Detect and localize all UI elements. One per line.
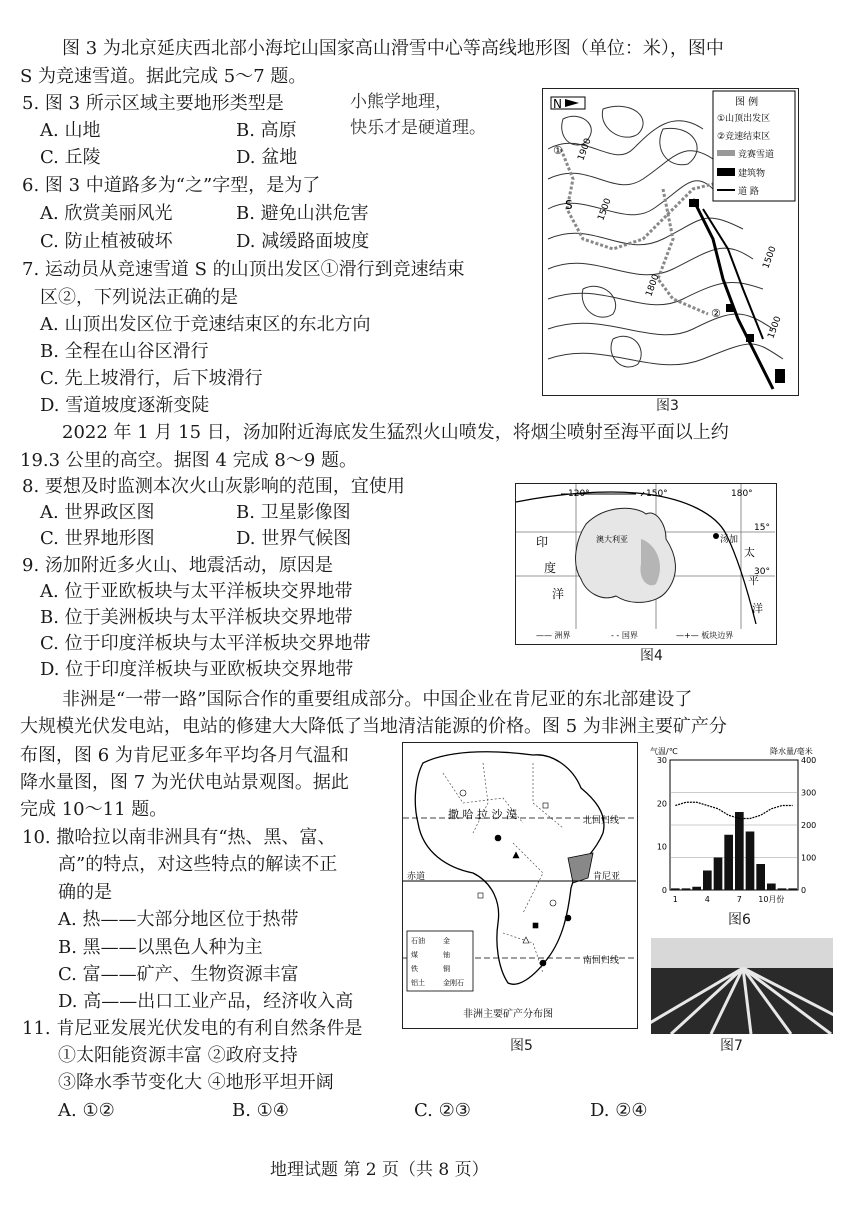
figure-caption: 图4 — [640, 648, 663, 664]
intro-line: 大规模光伏发电站，电站的修建大大降低了当地清洁能源的价格。图 5 为非洲主要矿产分 — [20, 716, 727, 737]
ocean-label: 太 — [744, 546, 755, 559]
north-arrow-icon: N — [553, 97, 562, 111]
option: B. 卫星影像图 — [236, 502, 351, 523]
precipitation-bar — [703, 871, 712, 891]
question-stem: 高”的特点，对这些特点的解读不正 — [58, 854, 338, 875]
option: B. 位于美洲板块与太平洋板块交界地带 — [40, 607, 353, 628]
precipitation-bar — [692, 887, 701, 890]
contour-label: 1800 — [644, 273, 662, 299]
x-tick: 10月份 — [758, 895, 785, 904]
question-stem: 区②，下列说法正确的是 — [40, 287, 238, 308]
option: A. 山地 — [40, 120, 101, 141]
map-title: 非洲主要矿产分布图 — [463, 1009, 553, 1020]
y-right-tick: 0 — [801, 886, 807, 895]
question-stem: 10. 撒哈拉以南非洲具有“热、黑、富、 — [22, 827, 336, 848]
question-stem: 9. 汤加附近多火山、地震活动，原因是 — [22, 555, 333, 576]
legend-item: 铀 — [443, 951, 450, 959]
page-footer: 地理试题 第 2 页（共 8 页） — [270, 1160, 489, 1180]
figure-3-contour-map — [542, 88, 799, 396]
option: A. 山顶出发区位于竞速结束区的东北方向 — [40, 314, 371, 335]
precipitation-bar — [724, 835, 733, 890]
legend-item: ②竞速结束区 — [717, 132, 771, 142]
watermark-text: 快乐才是硬道理。 — [350, 118, 486, 138]
option: B. 避免山洪危害 — [236, 203, 369, 224]
figure-5-africa-map — [402, 742, 638, 1029]
x-tick: 4 — [704, 895, 710, 904]
map-label: 北回归线 — [583, 816, 620, 826]
option: B. 高原 — [236, 120, 297, 141]
contour-label: 1500 — [596, 197, 614, 223]
question-stem: 7. 运动员从竞速雪道 S 的山顶出发区①滑行到竞速结束 — [22, 259, 465, 280]
y-left-tick: 20 — [656, 799, 667, 809]
legend-item: - - 国界 — [611, 631, 638, 640]
latitude-label: 30° — [754, 567, 770, 577]
option: C. ②③ — [414, 1100, 471, 1121]
figure-6-climate-chart — [648, 744, 828, 914]
x-tick: 1 — [672, 895, 678, 904]
legend-item: 竞赛雪道 — [738, 150, 775, 160]
option: D. ②④ — [590, 1100, 648, 1121]
option-statement: ①太阳能资源丰富 ②政府支持 — [58, 1045, 298, 1066]
latitude-label: 15° — [754, 523, 770, 533]
y-right-tick: 400 — [801, 756, 817, 765]
intro-line: 2022 年 1 月 15 日，汤加附近海底发生猛烈火山喷发，将烟尘喷射至海平面以上约 — [62, 422, 729, 443]
legend-item: 铜 — [443, 965, 450, 973]
option: D. 减缓路面坡度 — [236, 231, 370, 252]
country-label: 澳大利亚 — [596, 535, 628, 544]
y-left-tick: 10 — [656, 842, 667, 852]
figure-7-solar-photo — [651, 938, 833, 1034]
intro-line: 非洲是“一带一路”国际合作的重要组成部分。中国企业在肯尼亚的东北部建设了 — [62, 689, 693, 710]
end-marker: ② — [711, 307, 721, 320]
map-label: 南回归线 — [583, 956, 620, 966]
option: B. 黑——以黑色人种为主 — [58, 937, 263, 958]
figure-caption: 图3 — [656, 398, 679, 414]
option: D. 雪道坡度逐渐变陡 — [40, 395, 210, 416]
precipitation-bar — [767, 884, 776, 891]
legend-item: 铝土 — [411, 979, 425, 987]
ocean-label: 平 — [748, 574, 759, 587]
option: A. 位于亚欧板块与太平洋板块交界地带 — [40, 581, 353, 602]
map-label: 撒 哈 拉 沙 漠 — [448, 808, 517, 821]
ocean-label: 洋 — [552, 587, 565, 601]
ocean-label: 度 — [544, 561, 557, 575]
option: C. 先上坡滑行，后下坡滑行 — [40, 368, 263, 389]
figure-4-map — [515, 483, 777, 645]
option: A. 热——大部分地区位于热带 — [58, 909, 299, 930]
precipitation-bar — [788, 888, 797, 890]
option: C. 位于印度洋板块与太平洋板块交界地带 — [40, 633, 371, 654]
question-stem: 5. 图 3 所示区域主要地形类型是 — [22, 93, 284, 114]
precipitation-bar — [756, 864, 765, 890]
map-label: 肯尼亚 — [593, 872, 621, 882]
intro-line: 19.3 公里的高空。据图 4 完成 8～9 题。 — [20, 450, 358, 471]
temperature-line — [675, 802, 792, 818]
s-label: S — [565, 198, 573, 212]
option: D. 盆地 — [236, 147, 298, 168]
figure-caption: 图5 — [510, 1038, 533, 1054]
legend-item: 金 — [443, 937, 450, 945]
legend-item: —— 洲界 — [536, 631, 571, 640]
legend-item: 建筑物 — [738, 169, 766, 179]
longitude-label: 120° — [568, 489, 590, 499]
option: A. 欣赏美丽风光 — [40, 203, 173, 224]
y-left-title: 气温/℃ — [650, 747, 678, 756]
option-statement: ③降水季节变化大 ④地形平坦开阔 — [58, 1072, 334, 1093]
option: C. 丘陵 — [40, 147, 101, 168]
legend-item: 金刚石 — [443, 979, 464, 987]
option: C. 世界地形图 — [40, 528, 155, 549]
intro-line: S 为竞速雪道。据此完成 5～7 题。 — [20, 66, 307, 87]
option: C. 防止植被破坏 — [40, 231, 173, 252]
tonga-label: 汤加 — [720, 535, 739, 545]
precipitation-bar — [682, 888, 691, 890]
y-right-tick: 300 — [801, 788, 817, 798]
legend-item: 石油 — [411, 937, 425, 945]
precipitation-bar — [714, 858, 723, 891]
contour-label: 1500 — [761, 245, 779, 271]
legend-item: 煤 — [411, 951, 418, 959]
ocean-label: 印 — [536, 535, 549, 549]
y-right-tick: 200 — [801, 821, 817, 830]
start-marker: ① — [553, 144, 563, 157]
question-stem: 确的是 — [58, 882, 112, 903]
question-stem: 8. 要想及时监测本次火山灰影响的范围，宜使用 — [22, 476, 405, 497]
option: D. 高——出口工业产品，经济收入高 — [58, 991, 354, 1012]
legend-item: —+— 板块边界 — [676, 631, 734, 640]
option: D. 世界气候图 — [236, 528, 352, 549]
option: D. 位于印度洋板块与亚欧板块交界地带 — [40, 659, 354, 680]
intro-line: 完成 10～11 题。 — [20, 799, 168, 820]
contour-label: 1900 — [576, 137, 594, 163]
figure-caption: 图6 — [728, 912, 751, 928]
longitude-label: 150° — [646, 489, 668, 499]
longitude-label: 180° — [731, 489, 753, 499]
y-left-tick: 0 — [661, 886, 667, 895]
precipitation-bar — [735, 812, 744, 890]
x-tick: 7 — [736, 895, 742, 904]
figure-caption: 图7 — [720, 1038, 743, 1054]
watermark-text: 小熊学地理， — [350, 92, 452, 112]
question-stem: 11. 肯尼亚发展光伏发电的有利自然条件是 — [22, 1018, 363, 1039]
y-right-title: 降水量/毫米 — [770, 747, 813, 756]
option: B. ①④ — [232, 1100, 289, 1121]
precipitation-bar — [778, 888, 787, 890]
option: A. ①② — [58, 1100, 115, 1121]
precipitation-bar — [671, 888, 680, 890]
intro-line: 图 3 为北京延庆西北部小海坨山国家高山滑雪中心等高线地形图（单位：米），图中 — [62, 38, 724, 59]
intro-line: 降水量图，图 7 为光伏电站景观图。据此 — [20, 772, 349, 793]
ocean-label: 洋 — [752, 602, 763, 615]
option: C. 富——矿产、生物资源丰富 — [58, 964, 299, 985]
legend-item: ①山顶出发区 — [717, 114, 771, 124]
intro-line: 布图，图 6 为肯尼亚多年平均各月气温和 — [20, 745, 349, 766]
legend-item: 道 路 — [738, 187, 759, 197]
option: A. 世界政区图 — [40, 502, 155, 523]
question-stem: 6. 图 3 中道路多为“之”字型，是为了 — [22, 175, 321, 196]
legend-title: 图 例 — [735, 97, 759, 108]
y-left-tick: 30 — [656, 756, 667, 765]
legend-item: 铁 — [411, 965, 418, 973]
y-right-tick: 100 — [801, 853, 817, 863]
option: B. 全程在山谷区滑行 — [40, 341, 209, 362]
contour-label: 1500 — [766, 315, 784, 341]
map-label: 赤道 — [407, 872, 426, 882]
precipitation-bar — [746, 832, 755, 891]
